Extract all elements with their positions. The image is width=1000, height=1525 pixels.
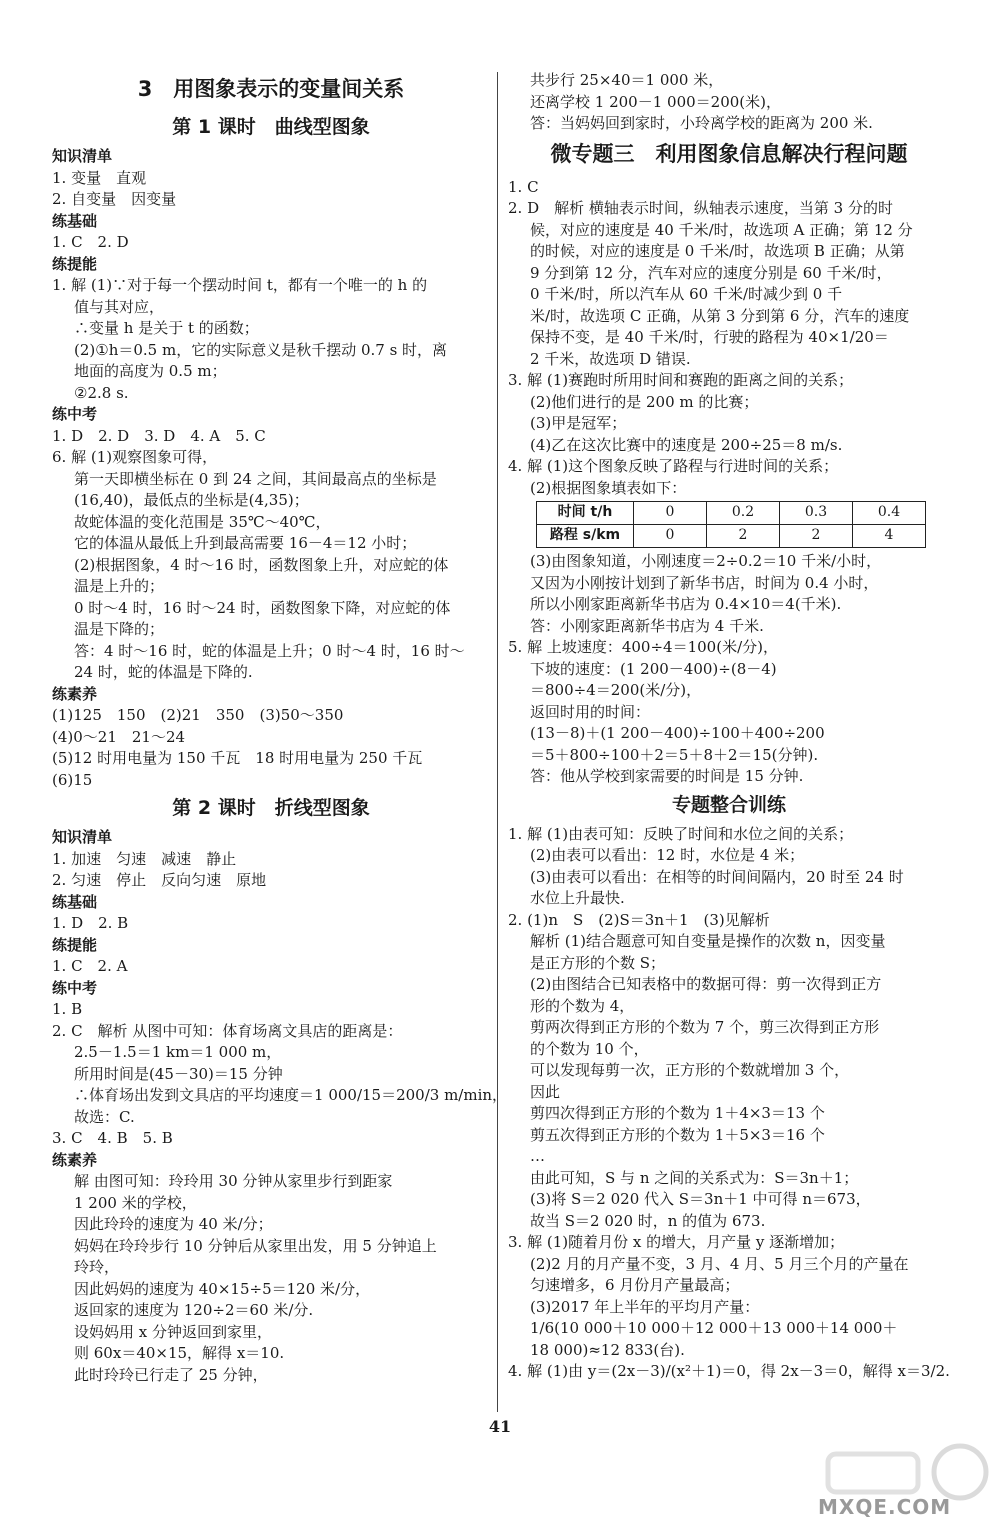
text-line: 答：小刚家距离新华书店为 4 千米. bbox=[530, 616, 764, 635]
text-line: 所以小刚家距离新华书店为 0.4×10＝4(千米). bbox=[530, 595, 842, 613]
table-cell: 4 bbox=[853, 525, 926, 548]
text-line: 1. C 2. D bbox=[52, 233, 129, 251]
table-cell: 2 bbox=[707, 525, 780, 548]
text-line: 第一天即横坐标在 0 到 24 之间，其间最高点的坐标是 bbox=[74, 469, 437, 488]
text-line: (3)将 S＝2 020 代入 S＝3n＋1 中可得 n＝673， bbox=[530, 1190, 871, 1208]
subsection-label: 练素养 bbox=[52, 684, 98, 703]
text-line: (4)0～21 21～24 bbox=[52, 727, 186, 746]
text-line: 答：当妈妈回到家时，小玲离学校的距离为 200 米. bbox=[530, 114, 873, 132]
table-cell: 0.3 bbox=[780, 502, 853, 525]
text-line: 2. C 解析 从图中可知：体育场离文具店的距离是： bbox=[52, 1021, 403, 1040]
table-cell: 2 bbox=[780, 525, 853, 548]
lesson-heading: 第 1 课时 曲线型图象 bbox=[172, 116, 370, 138]
text-line: ∴变量 h 是关于 t 的函数； bbox=[74, 319, 259, 337]
subsection-label: 知识清单 bbox=[52, 828, 113, 846]
text-line: 是正方形的个数 S； bbox=[530, 953, 666, 972]
text-line: 所用时间是(45－30)＝15 分钟 bbox=[74, 1064, 283, 1083]
text-line: 解析 (1)结合题意可知自变量是操作的次数 n，因变量 bbox=[530, 932, 886, 950]
text-line: 米/时，故选项 C 正确，从第 3 分到第 6 分，汽车的速度 bbox=[530, 306, 910, 325]
text-line: 24 时，蛇的体温是下降的. bbox=[74, 663, 253, 681]
text-line: ②2.8 s. bbox=[74, 383, 129, 402]
text-line: ＝800÷4＝200(米/分)， bbox=[530, 681, 702, 699]
text-line: 匀速增多，6 月份月产量最高； bbox=[530, 1276, 740, 1294]
subsection-label: 练基础 bbox=[52, 892, 98, 911]
text-line: 它的体温从最低上升到最高需要 16－4＝12 小时； bbox=[74, 534, 417, 552]
text-line: 水位上升最快. bbox=[530, 889, 625, 907]
table-cell: 路程 s/km bbox=[537, 525, 634, 548]
text-line: (1)125 150 (2)21 350 (3)50～350 bbox=[52, 706, 344, 724]
subsection-label: 知识清单 bbox=[52, 147, 113, 165]
text-line: 的个数为 10 个， bbox=[530, 1039, 649, 1058]
text-line: (3)2017 年上半年的平均月产量： bbox=[530, 1297, 760, 1316]
text-line: (3)由表可以看出：在相等的时间间隔内，20 时至 24 时 bbox=[530, 867, 904, 886]
text-line: 2. 匀速 停止 反向匀速 原地 bbox=[52, 871, 267, 889]
text-line: 温是下降的； bbox=[74, 620, 165, 638]
text-line: ∴体育场出发到文具店的平均速度＝1 000/15＝200/3 m/min， bbox=[74, 1086, 508, 1104]
text-line: 还离学校 1 200－1 000＝200(米)， bbox=[530, 92, 781, 111]
text-line: 1. B bbox=[52, 1000, 83, 1018]
right-column bbox=[508, 70, 950, 1383]
text-line: 故蛇体温的变化范围是 35℃～40℃， bbox=[74, 512, 331, 531]
text-line: (2)根据图象填表如下： bbox=[530, 478, 687, 497]
text-line: 2 千米，故选项 D 错误. bbox=[530, 349, 691, 368]
text-line: 保持不变，是 40 千米/时，行驶的路程为 40×1/20＝ bbox=[530, 328, 889, 346]
text-line: 可以发现每剪一次，正方形的个数就增加 3 个， bbox=[530, 1061, 850, 1079]
text-line: 剪四次得到正方形的个数为 1＋4×3＝13 个 bbox=[530, 1104, 825, 1122]
text-line: 则 60x＝40×15，解得 x＝10. bbox=[74, 1344, 285, 1362]
text-line: 1. C 2. A bbox=[52, 957, 128, 975]
text-line: 妈妈在玲玲步行 10 分钟后从家里出发，用 5 分钟追上 bbox=[74, 1236, 437, 1255]
text-line: 故当 S＝2 020 时，n 的值为 673. bbox=[530, 1211, 766, 1230]
text-line: 值与其对应， bbox=[74, 297, 165, 316]
table-row bbox=[537, 502, 926, 525]
text-line: 3. C 4. B 5. B bbox=[52, 1129, 173, 1147]
watermark-text: MXQE.COM bbox=[818, 1495, 952, 1519]
right-column-top bbox=[508, 70, 950, 499]
text-line: (3)由图象知道，小刚速度＝2÷0.2＝10 千米/小时， bbox=[530, 552, 882, 570]
text-line: 候，对应的速度是 40 千米/时，故选项 A 正确；第 12 分 bbox=[530, 220, 913, 239]
table-cell: 0 bbox=[634, 525, 707, 548]
page-number: 41 bbox=[488, 1417, 512, 1436]
text-line: 下坡的速度：(1 200－400)÷(8－4) bbox=[530, 659, 777, 678]
text-line: (2)由图结合已知表格中的数据可得：剪一次得到正方 bbox=[530, 975, 882, 993]
table-cell: 0.4 bbox=[853, 502, 926, 525]
left-column bbox=[52, 70, 508, 1386]
text-line: 故选：C. bbox=[74, 1107, 135, 1126]
text-line: ＝5＋800÷100＋2＝5＋8＋2＝15(分钟). bbox=[530, 745, 819, 764]
text-line: 1. C bbox=[508, 177, 539, 196]
text-line: 1 200 米的学校， bbox=[74, 1193, 197, 1212]
text-line: 由此可知，S 与 n 之间的关系式为：S＝3n＋1； bbox=[530, 1168, 859, 1187]
text-line: 1/6(10 000＋10 000＋12 000＋13 000＋14 000＋ bbox=[530, 1319, 898, 1337]
text-line: 的时候，对应的速度是 0 千米/时，故选项 B 正确；从第 bbox=[530, 242, 905, 260]
section-heading: 3 用图象表示的变量间关系 bbox=[137, 77, 405, 101]
text-line: 2.5－1.5＝1 km＝1 000 m， bbox=[74, 1043, 282, 1061]
text-line: (2)由表可以看出：12 时，水位是 4 米； bbox=[530, 846, 805, 864]
text-line: 9 分到第 12 分，汽车对应的速度分别是 60 千米/时， bbox=[530, 263, 892, 282]
text-line: 5. 解 上坡速度：400÷4＝100(米/分)， bbox=[508, 638, 778, 656]
text-line: 地面的高度为 0.5 m； bbox=[74, 362, 227, 380]
lesson-heading: 专题整合训练 bbox=[671, 793, 786, 816]
text-line: 温是上升的； bbox=[74, 577, 165, 595]
text-line: (13－8)＋(1 200－400)÷100＋400÷200 bbox=[530, 724, 825, 742]
text-line: 2. (1)n S (2)S＝3n＋1 (3)见解析 bbox=[508, 910, 770, 929]
text-line: 设妈妈用 x 分钟返回到家里， bbox=[74, 1322, 272, 1341]
text-line: (2)①h＝0.5 m，它的实际意义是秋千摆动 0.7 s 时，离 bbox=[74, 340, 448, 359]
text-line: 1. 变量 直观 bbox=[52, 168, 147, 187]
text-line: 答：他从学校到家需要的时间是 15 分钟. bbox=[530, 767, 804, 785]
subsection-label: 练素养 bbox=[52, 1150, 98, 1169]
text-line: (5)12 时用电量为 150 千瓦 18 时用电量为 250 千瓦 bbox=[52, 749, 423, 767]
text-line: (3)甲是冠军； bbox=[530, 414, 627, 432]
text-line: 6. 解 (1)观察图象可得， bbox=[52, 448, 218, 466]
column-divider bbox=[497, 72, 498, 1412]
text-line: (4)乙在这次比赛中的速度是 200÷25＝8 m/s. bbox=[530, 435, 843, 454]
table-cell: 0 bbox=[634, 502, 707, 525]
text-line: 1. D 2. B bbox=[52, 914, 129, 932]
distance-time-table bbox=[536, 501, 926, 548]
text-line: 形的个数为 4， bbox=[530, 996, 635, 1015]
text-line: 答：4 时～16 时，蛇的体温是上升；0 时～4 时，16 时～ bbox=[74, 641, 465, 660]
text-line: 返回时用的时间： bbox=[530, 702, 651, 721]
text-line: (2)2 月的月产量不变，3 月、4 月、5 月三个月的产量在 bbox=[530, 1254, 909, 1273]
text-line: 3. 解 (1)赛跑时所用时间和赛跑的距离之间的关系； bbox=[508, 371, 854, 389]
text-line: (16,40)，最低点的坐标是(4,35)； bbox=[74, 491, 309, 509]
text-line: (6)15 bbox=[52, 770, 93, 789]
subsection-label: 练中考 bbox=[52, 405, 98, 423]
text-line: 4. 解 (1)由 y＝(2x－3)/(x²＋1)＝0，得 2x－3＝0，解得 x＝3/2. bbox=[508, 1362, 950, 1380]
subsection-label: 练中考 bbox=[52, 978, 98, 997]
text-line: … bbox=[530, 1147, 545, 1165]
text-line: 2. D 解析 横轴表示时间，纵轴表示速度，当第 3 分的时 bbox=[508, 199, 893, 217]
text-line: 玲玲， bbox=[74, 1258, 120, 1276]
text-line: 1. 解 (1)∵对于每一个摆动时间 t，都有一个唯一的 h 的 bbox=[52, 276, 428, 294]
text-line: 1. D 2. D 3. D 4. A 5. C bbox=[52, 426, 266, 445]
text-line: 解 由图可知：玲玲用 30 分钟从家里步行到距家 bbox=[74, 1172, 393, 1190]
text-line: 因此 bbox=[530, 1082, 561, 1101]
text-line: 此时玲玲已行走了 25 分钟， bbox=[74, 1365, 268, 1384]
subsection-label: 练提能 bbox=[52, 254, 98, 273]
text-line: 4. 解 (1)这个图象反映了路程与行进时间的关系； bbox=[508, 457, 839, 475]
text-line: 共步行 25×40＝1 000 米， bbox=[530, 71, 724, 89]
table-row bbox=[537, 525, 926, 548]
text-line: 18 000)≈12 833(台). bbox=[530, 1340, 685, 1359]
text-line: 因此玲玲的速度为 40 米/分； bbox=[74, 1215, 273, 1233]
subsection-label: 练提能 bbox=[52, 935, 98, 954]
text-line: 1. 解 (1)由表可知：反映了时间和水位之间的关系； bbox=[508, 824, 854, 843]
text-line: 剪两次得到正方形的个数为 7 个，剪三次得到正方形 bbox=[530, 1018, 880, 1036]
text-line: (2)他们进行的是 200 m 的比赛； bbox=[530, 392, 759, 411]
text-line: 剪五次得到正方形的个数为 1＋5×3＝16 个 bbox=[530, 1125, 825, 1144]
text-line: 0 千米/时，所以汽车从 60 千米/时减少到 0 千 bbox=[530, 285, 843, 303]
text-line: 0 时～4 时，16 时～24 时，函数图象下降，对应蛇的体 bbox=[74, 598, 451, 617]
text-line: 返回家的速度为 120÷2＝60 米/分. bbox=[74, 1301, 314, 1319]
text-line: 因此妈妈的速度为 40×15÷5＝120 米/分， bbox=[74, 1279, 371, 1298]
table-cell: 0.2 bbox=[707, 502, 780, 525]
text-line: 3. 解 (1)随着月份 x 的增大，月产量 y 逐渐增加； bbox=[508, 1233, 845, 1251]
lesson-heading: 第 2 课时 折线型图象 bbox=[172, 797, 370, 819]
text-line: 2. 自变量 因变量 bbox=[52, 190, 177, 208]
text-line: 又因为小刚按计划到了新华书店，时间为 0.4 小时， bbox=[530, 573, 879, 592]
section-heading: 微专题三 利用图象信息解决行程问题 bbox=[550, 141, 908, 166]
text-line: 1. 加速 匀速 减速 静止 bbox=[52, 849, 237, 868]
table-cell: 时间 t/h bbox=[537, 502, 634, 525]
subsection-label: 练基础 bbox=[52, 211, 98, 230]
text-line: (2)根据图象，4 时～16 时，函数图象上升，对应蛇的体 bbox=[74, 555, 449, 574]
right-column-bottom bbox=[508, 551, 950, 1383]
